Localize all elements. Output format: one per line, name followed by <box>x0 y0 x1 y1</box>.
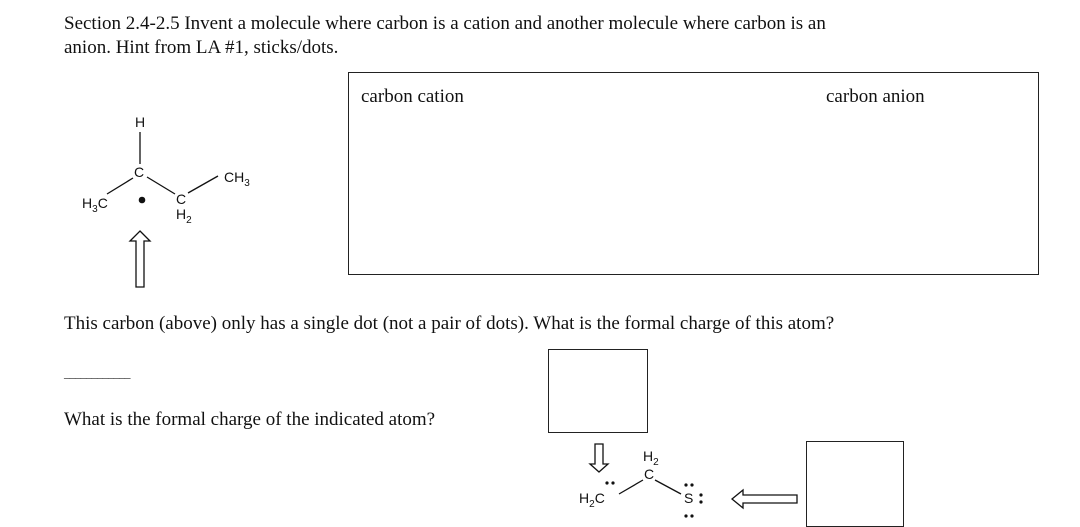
answer-blank-line[interactable]: ____________ <box>64 366 130 380</box>
formal-charge-box-sulfur[interactable] <box>806 441 904 527</box>
atom-c-top: C <box>644 466 655 482</box>
thiolate-molecule-structure <box>570 438 810 521</box>
atom-sulfur: S <box>684 490 694 506</box>
carbon-anion-label: carbon anion <box>826 86 925 107</box>
carbon-cation-label: carbon cation <box>361 86 464 107</box>
radical-dot <box>139 197 146 204</box>
down-arrow-icon <box>590 444 608 472</box>
atom-h3c-left: $H_3C$ <box>82 195 108 215</box>
atom-h2-top: $H_2$ <box>643 448 659 468</box>
up-arrow-icon <box>130 231 150 287</box>
atom-h2-right: $H_2$ <box>176 206 192 226</box>
section-heading-line-2: anion. Hint from LA #1, sticks/dots. <box>64 37 339 58</box>
formal-charge-box-carbon[interactable] <box>548 349 648 433</box>
thiolate-molecule-bonds <box>570 438 810 521</box>
atom-h-top: H <box>135 114 146 130</box>
atom-c-right: C <box>176 191 187 207</box>
left-arrow-icon <box>732 490 797 508</box>
atom-h2c-left: $H_2C$ <box>579 490 605 510</box>
atom-c-center: C <box>134 164 145 180</box>
section-heading-line-1: Section 2.4-2.5 Invent a molecule where carbon is a cation and another molecule where carbon is an <box>64 13 826 34</box>
question-formal-charge-indicated: What is the formal charge of the indicated atom? <box>64 409 436 430</box>
question-formal-charge-radical: This carbon (above) only has a single dot (not a pair of dots). What is the formal charge of this atom? <box>64 313 835 334</box>
radical-molecule-structure <box>82 110 288 300</box>
cation-anion-answer-box[interactable] <box>348 72 1039 275</box>
atom-ch3-right: $CH_3$ <box>224 169 250 189</box>
radical-molecule-bonds <box>88 110 288 300</box>
